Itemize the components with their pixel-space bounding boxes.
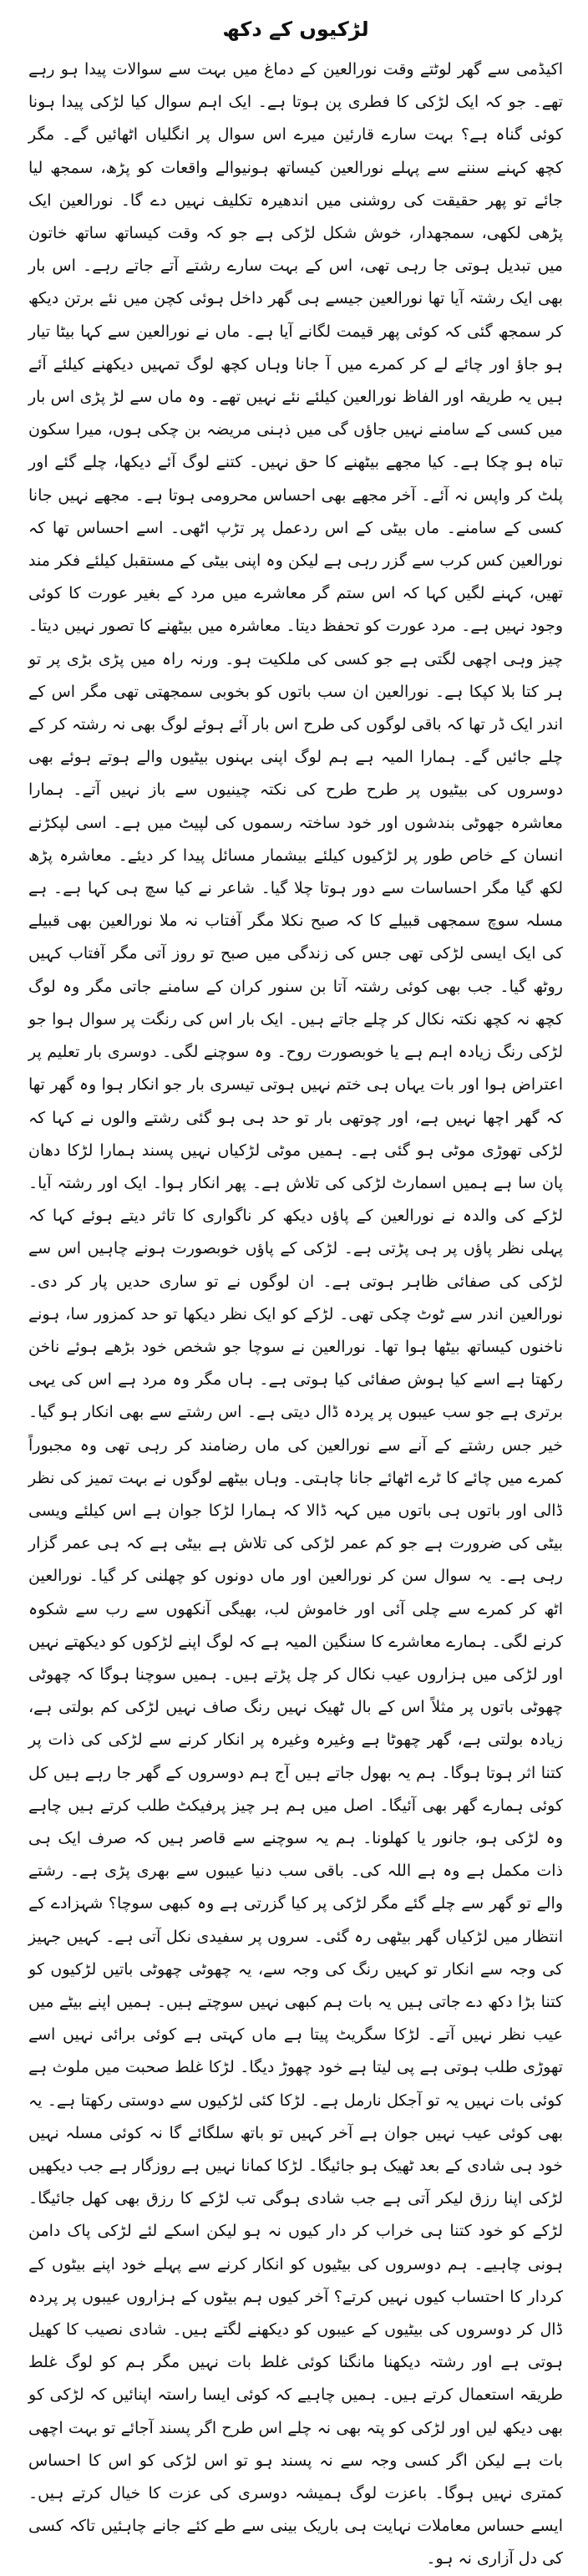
article-body: اکیڈمی سے گھر لوٹتے وقت نورالعین کے دماغ میں بہت سے سوالات پیدا ہو رہے تھے۔ جو کہ ایک لڑکی کا فطری پن ہوتا ہے۔ ایک اہم سوال کیا لڑکی پیدا ہونا کوئی گناہ ہے؟ بہت سارے قارئین میرے اس سوال پر انگلیاں اٹھائیں گے۔ مگر کچھ کہنے سننے سے پہلے نورالعین کیساتھ ہونیوالے واقعات کو پڑھ، سمجھ لیا جائے تو پھر حقیقت کی روشنی میں اندھیرہ تکلیف نہیں دے گا۔ نورالعین ایک پڑھی لکھی، سمجھدار، خوش شکل لڑکی ہے جو کہ وقت کیساتھ ساتھ خاتون میں تبدیل ہوتی جا رہی تھی، اس کے بہت سارے رشتے آتے جاتے رہے۔ اس بار بھی ایک رشتہ آیا تھا نورالعین جیسے ہی گھر داخل ہوئی کچن میں نئے برتن دیکھ کر سمجھ گئی کہ کوئی پھر قیمت لگانے آیا ہے۔ ماں نے نورالعین سے کہا بیٹا تیار ہو جاؤ اور چائے لے کر کمرے میں آ جانا وہاں کچھ لوگ تمہیں دیکھنے کیلئے آئے ہیں یہ طریقہ اور الفاظ نورالعین کیلئے نئے نہیں تھے۔ وہ ماں سے لڑ پڑی اس بار میں کسی کے سامنے نہیں جاؤں گی میں ذہنی مریضہ بن چکی ہوں، میرا سکون تباہ ہو چکا ہے۔ کیا مجھے بیٹھنے کا حق نہیں۔ کتنے لوگ آئے دیکھا، چلے گئے اور پلٹ کر واپس نہ آئے۔ آخر مجھے بھی احساس محرومی ہوتا ہے۔ مجھے نہیں جانا کسی کے سامنے۔ ماں بیٹی کے اس ردعمل پر تڑپ اٹھی۔ اسے احساس تھا کہ نورالعین کس کرب سے گزر رہی ہے لیکن وہ اپنی بیٹی کے مستقبل کیلئے فکر مند تھیں، کہنے لگیں کہا کہ اس ستم گر معاشرے میں مرد کے بغیر عورت کا کوئی وجود نہیں ہے۔ مرد عورت کو تحفظ دیتا۔ معاشرہ میں بیٹھنے کا تصور نہیں دیتا۔ چیز وہی اچھی لگتی ہے جو کسی کی ملکیت ہو۔ ورنہ راہ میں پڑی بڑی پر تو ہر کتا بلا کپکا ہے۔ نورالعین ان سب باتوں کو بخوبی سمجھتی تھی مگر اس کے اندر ایک ڈر تھا کہ باقی لوگوں کی طرح اس بار آئے ہوئے لوگ بھی نہ رشتہ کر کے چلے جائیں گے۔ ہمارا المیہ ہے ہم لوگ اپنی بہنوں بیٹیوں والے ہوتے ہوئے بھی دوسروں کی بیٹیوں پر طرح طرح کی نکتہ چینیوں سے باز نہیں آتے۔ ہمارا معاشرہ جھوٹی بندشوں اور خود ساختہ رسموں کی لپیٹ میں ہے۔ اسی لپکڑنے انسان کے خاص طور پر لڑکیوں کیلئے بیشمار مسائل پیدا کر دیئے۔ معاشرہ پڑھ لکھ گیا مگر احساسات سے دور ہوتا چلا گیا۔ شاعر نے کیا سچ ہی کہا ہے۔ ہے مسلہ سوچ سمجھی قبیلے کا کہ صبح نکلا مگر آفتاب نہ ملا نورالعین بھی قبیلے کی ایک ایسی لڑکی تھی جس کی زندگی میں صبح تو روز آتی مگر آفتاب کہیں روٹھ گیا۔ جب بھی کوئی رشتہ آتا بن سنور کران کے سامنے جاتی مگر وہ لوگ کچھ نہ کچھ نکتہ نکال کر چلے جاتے ہیں۔ ایک بار اس کی رنگت پر سوال ہوا جو لڑکی رنگ زیادہ اہم ہے یا خوبصورت روح۔ وہ سوچنے لگی۔ دوسری بار تعلیم پر اعتراض ہوا اور بات یہاں ہی ختم نہیں ہوتی تیسری بار جو انکار ہوا وہ گھر تھا کہ گھر اچھا نہیں ہے، اور چوتھی بار تو حد ہی ہو گئی رشتے والوں نے کہا کہ لڑکی تھوڑی موٹی ہو گئی ہے۔ ہمیں موٹی لڑکیاں نہیں پسند ہمارا لڑکا دھان پان سا ہے ہمیں اسمارٹ لڑکی کی تلاش ہے۔ پھر انکار ہوا۔ ایک اور رشتہ آیا۔ لڑکے کی والدہ نے نورالعین کے پاؤں دیکھ کر ناگواری کا تاثر دیتے ہوئے کہا کہ پہلی نظر پاؤں پر ہی پڑتی ہے۔ لڑکی کے پاؤں خوبصورت ہونے چاہیں اس سے لڑکی کی صفائی ظاہر ہوتی ہے۔ ان لوگوں نے تو ساری حدیں پار کر دی۔ نورالعین اندر سے ٹوٹ چکی تھی۔ لڑکے کو ایک نظر دیکھا تو حد کمزور سا، ہونے ناخنوں کیساتھ بیٹھا ہوا تھا۔ نورالعین نے سوچا جو شخص خود بڑھے ہوئے ناخن رکھتا ہے اسے کیا ہوش صفائی کیا ہوتی ہے۔ ہاں مگر وہ مرد ہے اس کی یہی برتری ہے جو سب عیبوں پر پردہ ڈال دیتی ہے۔ اس رشتے سے بھی انکار ہو گیا۔ خیر جس رشتے کے آنے سے نورالعین کی ماں رضامند کر رہی تھی وہ مجبوراً کمرے میں چائے کا ٹرے اٹھائے جانا چاہتی۔ وہاں بیٹھے لوگوں نے بہت تمیز کی نظر ڈالی اور باتوں ہی باتوں میں کہہ ڈالا کہ ہمارا لڑکا جوان ہے اس کیلئے ویسی بیٹی کی ضرورت ہے جو کم عمر لڑکی کی تلاش ہے بیٹی ہے کہ ہی عمر گزار رہی ہے۔ یہ سوال سن کر نورالعین اور ماں دونوں کو چھلنی کر گیا۔ نورالعین اٹھ کر کمرے سے چلی آئی اور خاموش لب، بھیگی آنکھوں سے رب سے شکوہ کرنے لگی۔ ہمارے معاشرے کا سنگین المیہ ہے کہ لوگ اپنے لڑکوں کو دیکھتے نہیں اور لڑکی میں ہزاروں عیب نکال کر چل پڑتے ہیں۔ ہمیں سوچنا ہوگا کہ چھوٹی چھوٹی باتوں پر مثلاً اس کے بال ٹھیک نہیں رنگ صاف نہیں لڑکی کم بولتی ہے، زیادہ بولتی ہے، گھر چھوٹا ہے وغیرہ وغیرہ پر انکار کرنے سے لڑکی کی ذات پر کتنا اثر ہوتا ہوگا۔ ہم یہ بھول جاتے ہیں آج ہم دوسروں کے گھر جا رہے ہیں کل کوئی ہمارے گھر بھی آئیگا۔ اصل میں ہم ہر چیز پرفیکٹ طلب کرتے ہیں چاہے وہ لڑکی ہو، جانور یا کھلونا۔ ہم یہ سوچنے سے قاصر ہیں کہ صرف ایک ہی ذات مکمل ہے وہ ہے اللہ کی۔ باقی سب دنیا عیبوں سے بھری پڑی ہے۔ رشتے والے تو گھر سے چلے گئے مگر لڑکی پر کیا گزرتی ہے وہ کبھی سوچا؟ شہزادے کے انتظار میں لڑکیاں گھر بیٹھی رہ گئی۔ سروں پر سفیدی نکل آتی ہے۔ کہیں جہیز کی وجہ سے انکار تو کہیں رنگ کی وجہ سے، یہ چھوٹی چھوٹی باتیں لڑکیوں کو کتنا بڑا دکھ دے جاتی ہیں یہ بات ہم کبھی نہیں سوچتے ہیں۔ ہمیں اپنے بیٹے میں عیب نظر نہیں آتے۔ لڑکا سگریٹ پیتا ہے ماں کہتی ہے کوئی برائی نہیں اسے تھوڑی طلب ہوتی ہے پی لیتا ہے خود چھوڑ دیگا۔ لڑکا غلط صحبت میں ملوث ہے کوئی بات نہیں یہ تو آجکل نارمل ہے۔ لڑکا کئی لڑکیوں سے دوستی رکھتا ہے۔ یہ بھی کوئی عیب نہیں جوان ہے آخر کہیں تو باتھ سلگائے گا نہ کوئی مسلہ نہیں خود ہی شادی کے بعد ٹھیک ہو جائیگا۔ لڑکا کمانا نہیں ہے روزگار ہے جب دیکھیں لڑکی اپنا رزق لیکر آتی ہے جب شادی ہوگی تب لڑکے کا رزق بھی کھل جائیگا۔ لڑکے کو خود کتنا ہی خراب کر دار کیوں نہ ہو لیکن اسکے لئے لڑکی پاک دامن ہونی چاہیے۔ ہم دوسروں کی بیٹیوں کو انکار کرنے سے پہلے خود اپنے بیٹوں کے کردار کا احتساب کیوں نہیں کرتے؟ آخر کیوں ہم بیٹوں کے ہزاروں عیبوں پر پردہ ڈال کر دوسروں کی بیٹیوں کے عیبوں کو دیکھنے لگتے ہیں۔ شادی نصیب کا کھیل ہوتی ہے اور رشتہ دیکھنا مانگنا کوئی غلط بات نہیں مگر ہم کو لوگ غلط طریقہ استعمال کرتے ہیں۔ ہمیں چاہیے کہ کوئی ایسا راستہ اپنائیں کہ لڑکی کو بھی دیکھ لیں اور لڑکی کو پتہ بھی نہ چلے اس طرح اگر پسند آجائے تو بہت اچھی بات ہے لیکن اگر کسی وجہ سے نہ پسند ہو تو اس لڑکی کو اس کا احساس کمتری نہیں ہوگا۔ باعزت لوگ ہمیشہ دوسری کی عزت کا خیال کرتے ہیں۔ ایسے حساس معاملات نہایت ہی باریک بینی سے طے کئے جانے چاہئیں تاکہ کسی کی دل آزاری نہ ہو۔ — [28, 60, 563, 2568]
article-title: لڑکیوں کے دکھ — [222, 18, 369, 41]
